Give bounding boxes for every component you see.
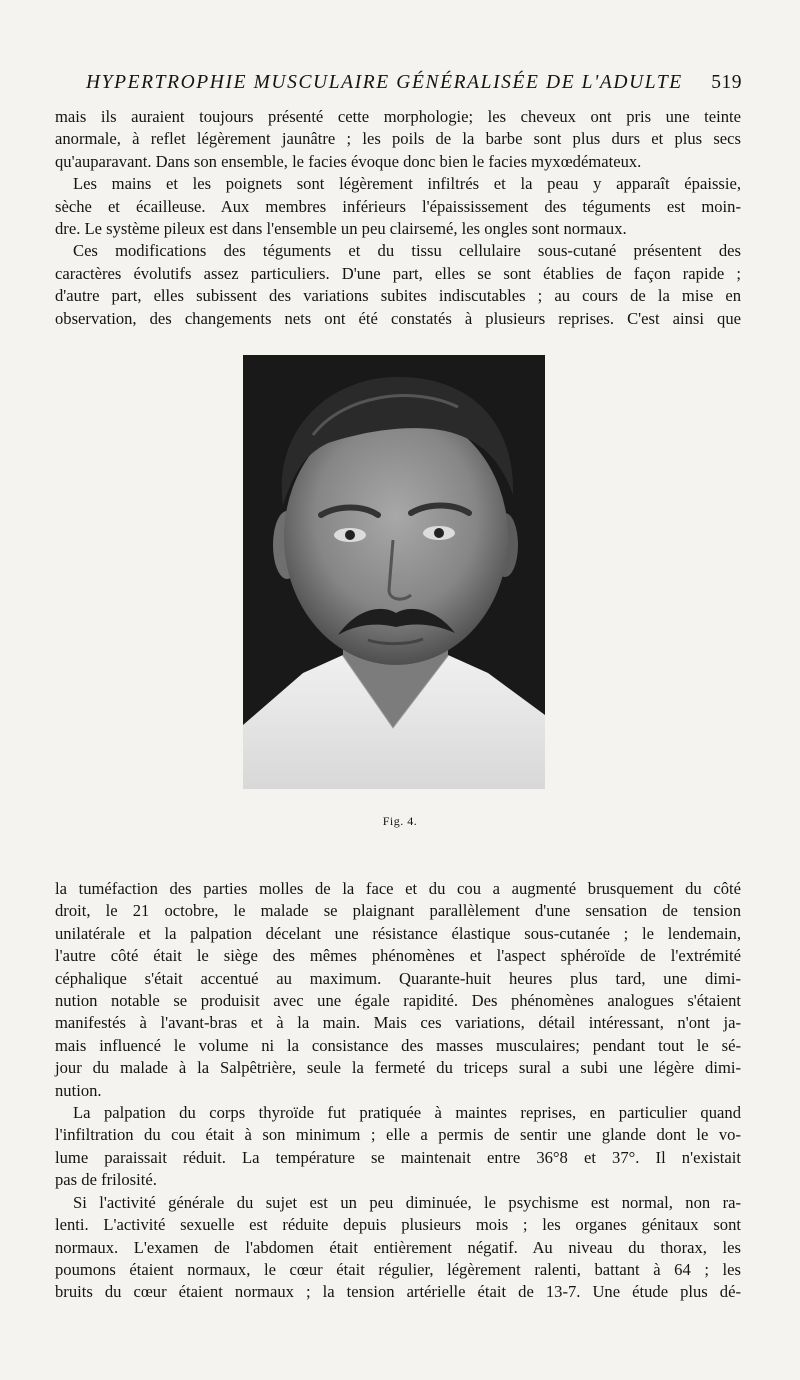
text-line: Ces modifications des téguments et du tissu cellulaire sous-cutané présentent des [73, 241, 741, 261]
portrait-photograph [243, 355, 545, 789]
text-line: normaux. L'examen de l'abdomen était entièrement négatif. Au niveau du thorax, les [55, 1237, 741, 1257]
body-text-top [55, 106, 741, 330]
text-line: manifestés à l'avant-bras et à la main. Mais ces variations, détail intéressant, n'ont ja- [55, 1013, 741, 1033]
text-line: La palpation du corps thyroïde fut pratiquée à maintes reprises, en particulier quand [73, 1103, 741, 1123]
text-line: poumons étaient normaux, le cœur était régulier, légèrement ralenti, battant à 64 ; les [55, 1259, 741, 1279]
text-line: d'autre part, elles subissent des variations subites indiscutables ; au cours de la mise en [55, 286, 741, 306]
text-line: lenti. L'activité sexuelle est réduite depuis plusieurs mois ; les organes génitaux sont [55, 1215, 741, 1235]
text-line: qu'auparavant. Dans son ensemble, le facies évoque donc bien le facies myxœdémateux. [55, 151, 642, 171]
text-line: nution notable se produisit avec une égale rapidité. Des phénomènes analogues s'étaient [55, 991, 741, 1011]
body-text-bottom [55, 878, 741, 1304]
text-line: sèche et écailleuse. Aux membres inférieurs l'épaississement des téguments est moin- [55, 196, 741, 216]
page-number: 519 [711, 72, 742, 93]
text-line: mais influencé le volume ni la consistance des masses musculaires; pendant tout le sé- [55, 1035, 741, 1055]
text-line: lume paraissait réduit. La température se maintenait entre 36°8 et 37°. Il n'existait [55, 1147, 741, 1167]
running-title: HYPERTROPHIE MUSCULAIRE GÉNÉRALISÉE DE L'ADULTE [86, 72, 683, 93]
text-line: nution. [55, 1080, 102, 1100]
running-header [86, 68, 742, 100]
text-line: pas de frilosité. [55, 1170, 157, 1190]
text-line: céphalique s'était accentué au maximum. Quarante-huit heures plus tard, une dimi- [55, 968, 741, 988]
text-line: unilatérale et la palpation décelant une résistance élastique sous-cutanée ; le lendemain, [55, 923, 741, 943]
text-line: Les mains et les poignets sont légèrement infiltrés et la peau y apparaît épaissie, [73, 174, 741, 194]
figure-caption: Fig. 4. [382, 814, 418, 828]
text-line: Si l'activité générale du sujet est un peu diminuée, le psychisme est normal, non ra- [73, 1192, 741, 1212]
text-line: l'infiltration du cou était à son minimum ; elle a permis de sentir une glande dont le vo- [55, 1125, 741, 1145]
text-line: bruits du cœur étaient normaux ; la tension artérielle était de 13-7. Une étude plus dé- [55, 1282, 741, 1302]
text-line: dre. Le système pileux est dans l'ensemble un peu clairsemé, les ongles sont normaux. [55, 219, 627, 239]
text-line: anormale, à reflet légèrement jaunâtre ; les poils de la barbe sont plus durs et plus secs [55, 129, 741, 149]
text-line: jour du malade à la Salpêtrière, seule la fermeté du triceps sural a subi une légère dimi- [55, 1058, 741, 1078]
portrait-photo-drawing [243, 355, 545, 789]
text-line: caractères évolutifs assez particuliers. D'une part, elles se sont établies de façon rapide ; [55, 263, 741, 283]
text-line: observation, des changements nets ont été constatés à plusieurs reprises. C'est ainsi que [55, 308, 741, 328]
text-line: mais ils auraient toujours présenté cette morphologie; les cheveux ont pris une teinte [55, 107, 741, 126]
text-line: la tuméfaction des parties molles de la face et du cou a augmenté brusquement du côté [55, 879, 741, 898]
text-line: l'autre côté était le siège des mêmes phénomènes et l'aspect sphéroïde de l'extrémité [55, 946, 741, 966]
text-line: droit, le 21 octobre, le malade se plaignant parallèlement d'une sensation de tension [55, 901, 741, 921]
